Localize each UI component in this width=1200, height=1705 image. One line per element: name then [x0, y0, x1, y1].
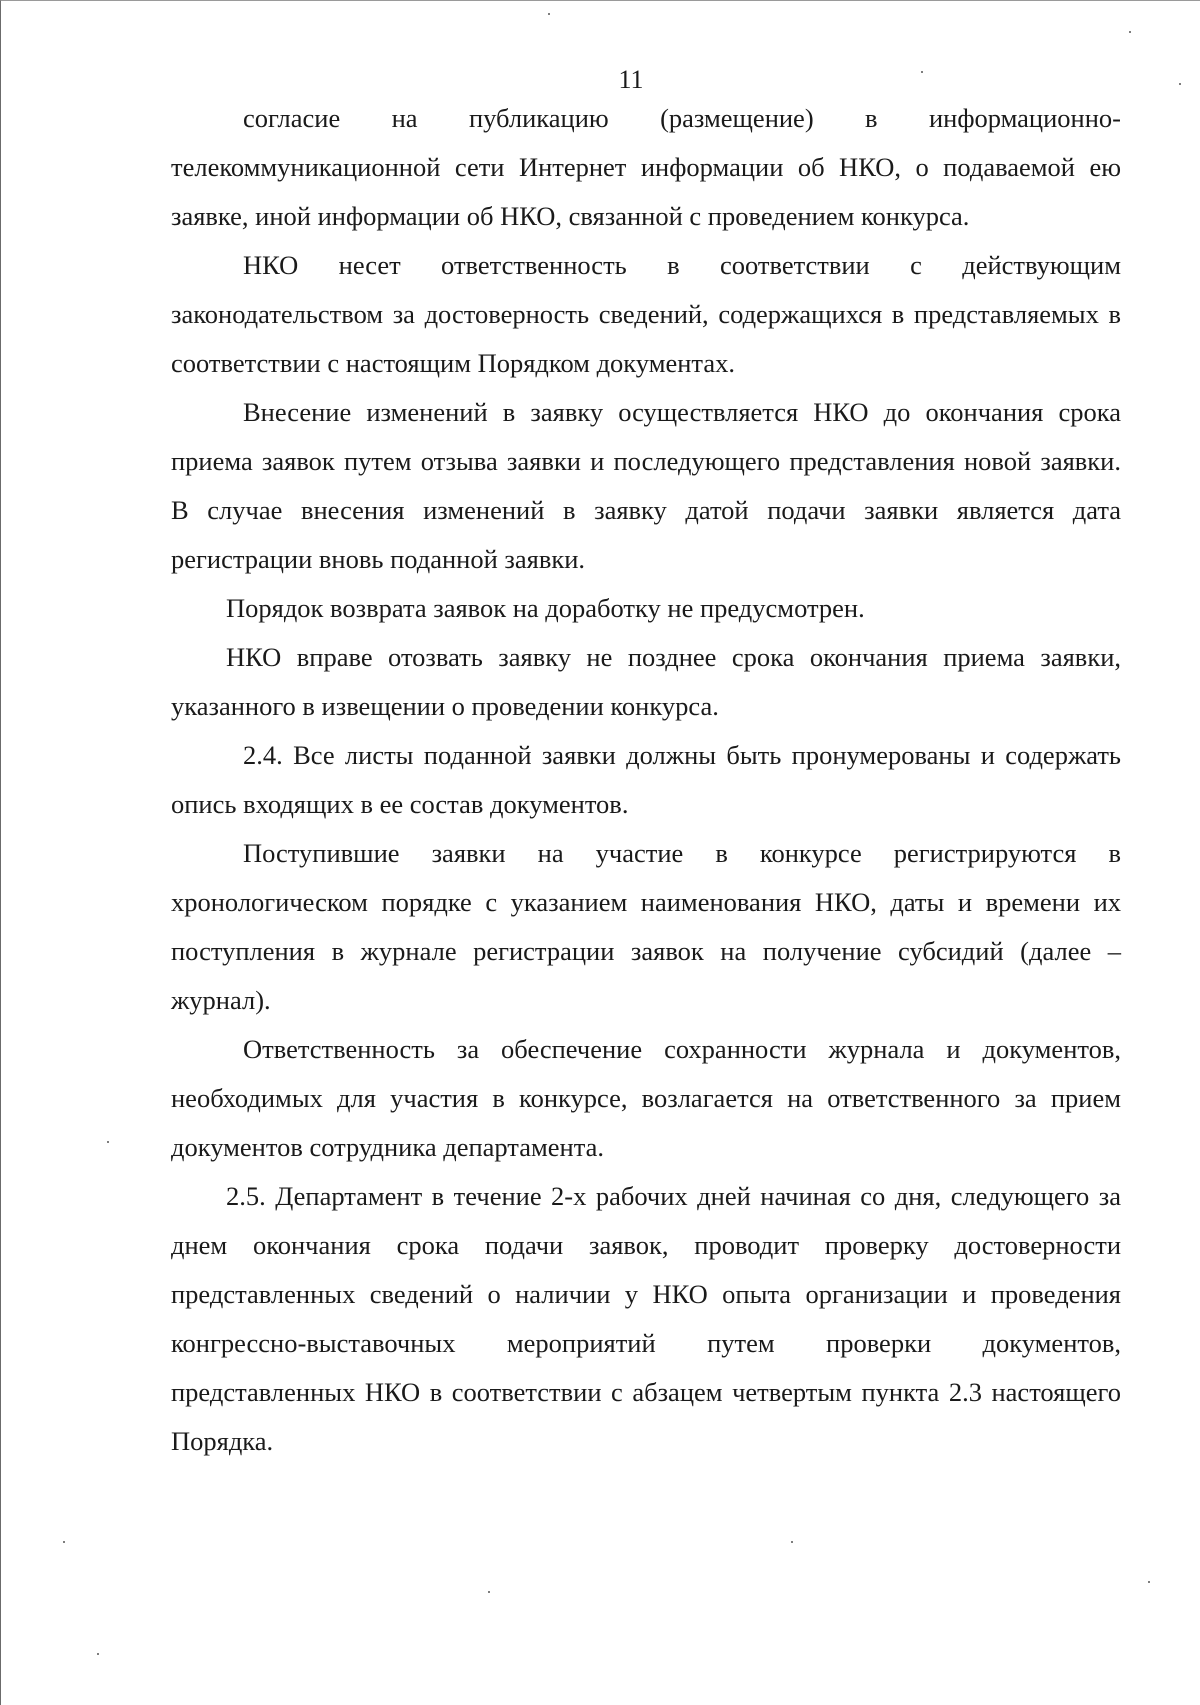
- paragraph-2-5: 2.5. Департамент в течение 2-х рабочих дней начиная со дня, следующего за днем окончания срока подачи заявок, проводит проверку достоверности представленных сведений о наличии у НКО опыта организации и проведения конгрессно-выставочных мероприятий путем проверки документов, представленных НКО в соответствии с абзацем четвертым пункта 2.3 настоящего Порядка.: [171, 1181, 1121, 1456]
- scan-speck: [97, 1653, 99, 1655]
- paragraph-consent: согласие на публикацию (размещение) в информационно-телекоммуникационной сети Интернет информации об НКО, о подаваемой ею заявке, иной информации об НКО, связанной с проведением конкурса.: [171, 103, 1121, 231]
- scan-speck: [1148, 1581, 1150, 1583]
- page-number: 11: [618, 65, 644, 94]
- scan-speck: [1129, 31, 1131, 33]
- scan-speck: [63, 1541, 65, 1543]
- scan-speck: [548, 13, 550, 15]
- scan-speck: [791, 1541, 793, 1543]
- paragraph-registration: Поступившие заявки на участие в конкурсе регистрируются в хронологическом порядке с указанием наименования НКО, даты и времени их поступления в журнале регистрации заявок на получение субсидий (далее – журнал).: [171, 838, 1121, 1015]
- scan-speck: [107, 1141, 109, 1143]
- scan-speck: [488, 1591, 490, 1593]
- paragraph-responsibility: НКО несет ответственность в соответствии с действующим законодательством за достоверность сведений, содержащихся в представляемых в соответствии с настоящим Порядком документах.: [171, 250, 1121, 378]
- paragraph-2-4: 2.4. Все листы поданной заявки должны быть пронумерованы и содержать опись входящих в ее состав документов.: [171, 740, 1121, 819]
- document-body: [171, 94, 1121, 1466]
- scan-speck: [1179, 83, 1181, 85]
- paragraph-withdraw: НКО вправе отозвать заявку не позднее срока окончания приема заявки, указанного в извещении о проведении конкурса.: [171, 642, 1121, 721]
- scan-speck: [921, 71, 923, 73]
- paragraph-journal-responsibility: Ответственность за обеспечение сохранности журнала и документов, необходимых для участия в конкурсе, возлагается на ответственного за прием документов сотрудника департамента.: [171, 1034, 1121, 1162]
- paragraph-return: Порядок возврата заявок на доработку не предусмотрен.: [226, 593, 865, 623]
- paragraph-changes: Внесение изменений в заявку осуществляется НКО до окончания срока приема заявок путем отзыва заявки и последующего представления новой заявки. В случае внесения изменений в заявку датой подачи заявки является дата регистрации вновь поданной заявки.: [171, 397, 1121, 574]
